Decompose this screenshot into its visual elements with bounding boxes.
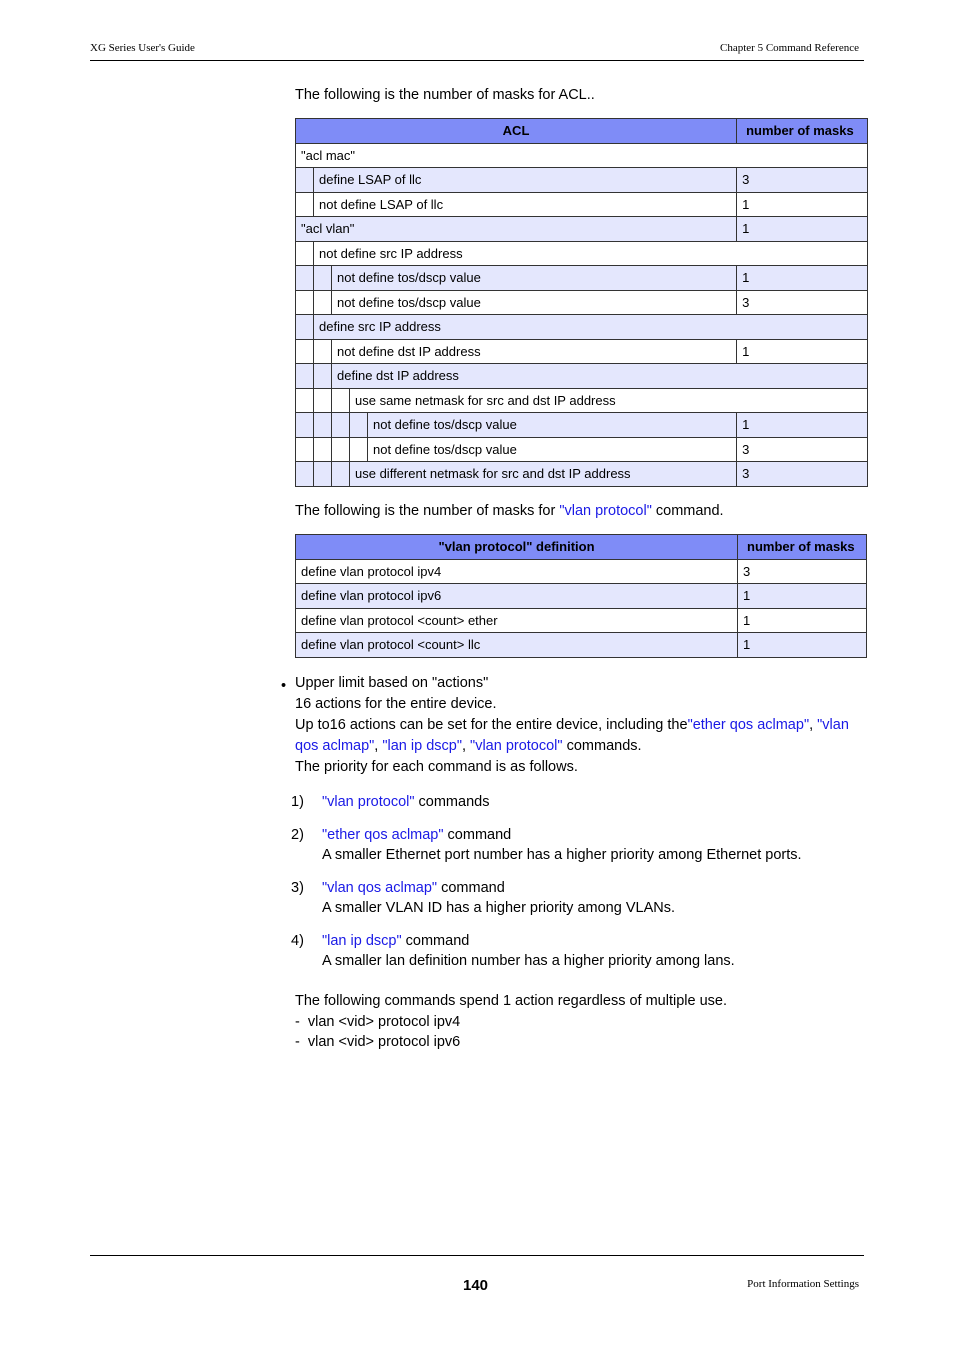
row-value: 3 (737, 168, 868, 193)
row-label: "acl mac" (296, 143, 868, 168)
row-label: define LSAP of llc (314, 168, 737, 193)
row-value: 3 (737, 462, 868, 487)
vlan-protocol-mask-table (295, 534, 867, 658)
table-row (296, 364, 868, 389)
row-label: define vlan protocol <count> llc (296, 633, 738, 658)
vlan-protocol-link[interactable]: "vlan protocol" (322, 794, 415, 810)
vlan-table-header (296, 535, 867, 560)
vlan-intro-text: The following is the number of masks for "vlan protocol" command. (295, 503, 724, 519)
row-value: 3 (737, 290, 868, 315)
vlan-protocol-link[interactable]: "vlan protocol" (470, 738, 563, 754)
actions-line2: Up to16 actions can be set for the entire device, including the"ether qos aclmap", "vlan (295, 717, 849, 733)
row-label: define src IP address (314, 315, 868, 340)
row-label: not define dst IP address (332, 339, 737, 364)
row-label: not define src IP address (314, 241, 868, 266)
acl-table-header (296, 119, 868, 144)
row-value: 1 (738, 584, 867, 609)
actions-title: Upper limit based on "actions" (295, 675, 489, 691)
table-row (296, 315, 868, 340)
priority-number: 3) (291, 880, 304, 896)
row-label: not define tos/dscp value (332, 290, 737, 315)
priority-description: A smaller VLAN ID has a higher priority among VLANs. (322, 900, 675, 916)
priority-item: "ether qos aclmap" command (322, 827, 512, 843)
row-label: not define tos/dscp value (368, 437, 737, 462)
table-row (296, 388, 868, 413)
row-value: 1 (738, 608, 867, 633)
row-label: define dst IP address (332, 364, 868, 389)
acl-intro-text: The following is the number of masks for ACL.. (295, 87, 595, 103)
priority-description: A smaller lan definition number has a higher priority among lans. (322, 953, 735, 969)
table-row (296, 437, 868, 462)
table-row (296, 462, 868, 487)
row-label: use different netmask for src and dst IP address (350, 462, 737, 487)
bullet-icon: • (281, 678, 287, 694)
row-label: define vlan protocol ipv6 (296, 584, 738, 609)
spend-item: - vlan <vid> protocol ipv4 (295, 1014, 461, 1030)
footer-rule (90, 1255, 864, 1256)
row-value: 1 (737, 413, 868, 438)
table-row (296, 559, 867, 584)
footer-section-title: Port Information Settings (747, 1278, 859, 1290)
header-rule (90, 60, 864, 61)
row-value: 3 (737, 437, 868, 462)
table-row (296, 168, 868, 193)
ether-qos-aclmap-link[interactable]: "ether qos aclmap" (322, 827, 444, 843)
running-header-chapter: Chapter 5 Command Reference (720, 42, 859, 54)
spend-item: - vlan <vid> protocol ipv6 (295, 1034, 461, 1050)
page-number: 140 (463, 1277, 489, 1294)
table-row (296, 290, 868, 315)
table-row (296, 217, 868, 242)
row-value: 1 (737, 192, 868, 217)
row-value: 1 (737, 217, 868, 242)
table-row (296, 143, 868, 168)
row-value: 1 (737, 339, 868, 364)
row-label: use same netmask for src and dst IP address (350, 388, 868, 413)
table-row (296, 266, 868, 291)
row-value: 1 (737, 266, 868, 291)
col-header-number-of-masks: number of masks (738, 535, 867, 560)
row-value: 3 (738, 559, 867, 584)
col-header-vlan-definition: "vlan protocol" definition (296, 535, 738, 560)
priority-item: "vlan protocol" commands (322, 794, 490, 810)
priority-number: 4) (291, 933, 304, 949)
row-label: not define LSAP of llc (314, 192, 737, 217)
vlan-qos-aclmap-link[interactable]: "vlan qos aclmap" (322, 880, 438, 896)
lan-ip-dscp-link[interactable]: "lan ip dscp" (382, 738, 462, 754)
row-label: define vlan protocol <count> ether (296, 608, 738, 633)
col-header-acl: ACL (296, 119, 737, 144)
table-row (296, 339, 868, 364)
table-row (296, 192, 868, 217)
ether-qos-aclmap-link[interactable]: "ether qos aclmap" (687, 717, 810, 733)
spend-intro: The following commands spend 1 action regardless of multiple use. (295, 993, 728, 1009)
lan-ip-dscp-link[interactable]: "lan ip dscp" (322, 933, 402, 949)
vlan-qos-aclmap-link-start[interactable]: "vlan (817, 717, 849, 733)
table-row (296, 241, 868, 266)
table-row (296, 633, 867, 658)
table-row (296, 413, 868, 438)
priority-description: A smaller Ethernet port number has a higher priority among Ethernet ports. (322, 847, 802, 863)
row-label: "acl vlan" (296, 217, 737, 242)
acl-mask-table (295, 118, 868, 487)
running-header-title: XG Series User's Guide (90, 42, 195, 54)
priority-item: "vlan qos aclmap" command (322, 880, 505, 896)
row-label: not define tos/dscp value (332, 266, 737, 291)
row-label: define vlan protocol ipv4 (296, 559, 738, 584)
vlan-qos-aclmap-link-end[interactable]: qos aclmap" (295, 738, 375, 754)
table-row (296, 608, 867, 633)
priority-item: "lan ip dscp" command (322, 933, 470, 949)
col-header-number-of-masks: number of masks (737, 119, 868, 144)
priority-number: 2) (291, 827, 304, 843)
actions-line1: 16 actions for the entire device. (295, 696, 497, 712)
row-value: 1 (738, 633, 867, 658)
actions-line3: qos aclmap", "lan ip dscp", "vlan protocol" commands. (295, 738, 642, 754)
vlan-protocol-link[interactable]: "vlan protocol" (559, 503, 652, 519)
row-label: not define tos/dscp value (368, 413, 737, 438)
actions-line4: The priority for each command is as follows. (295, 759, 578, 775)
table-row (296, 584, 867, 609)
priority-number: 1) (291, 794, 304, 810)
